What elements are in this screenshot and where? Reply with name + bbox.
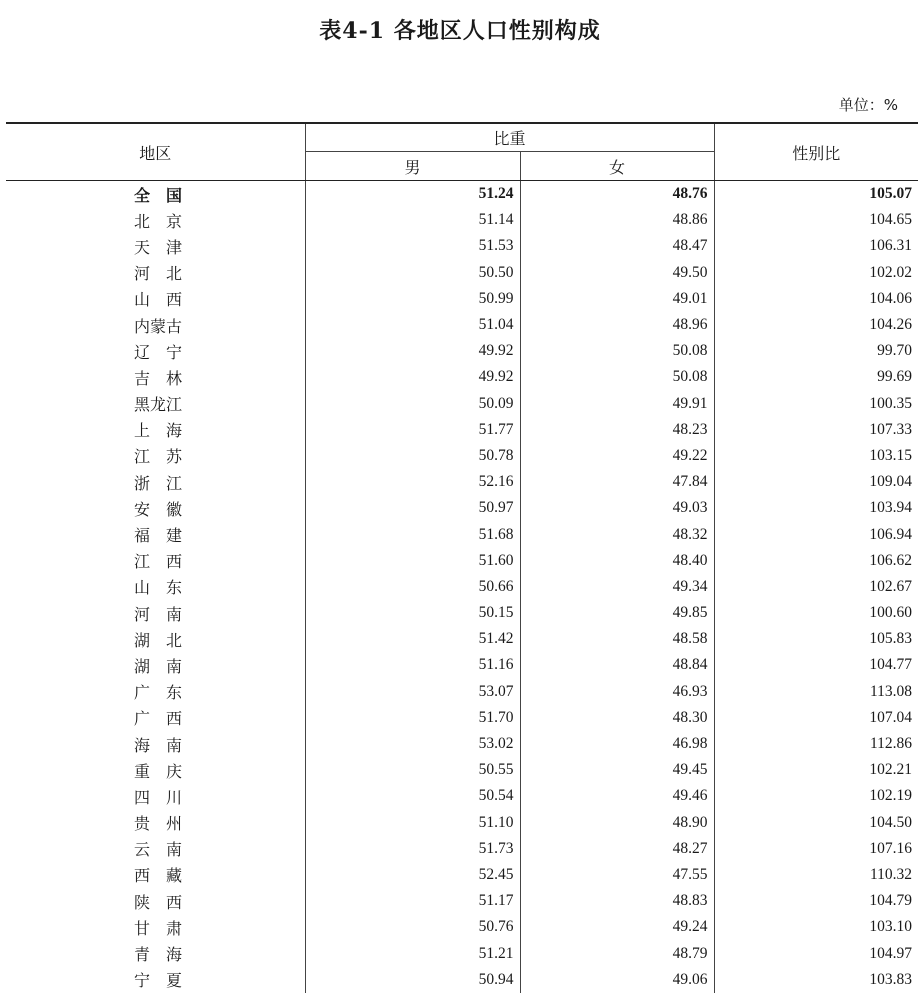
sex-ratio-cell: 102.19 — [869, 787, 913, 805]
region-cell: 重 庆 — [6, 757, 305, 783]
female-cell: 49.24 — [520, 914, 714, 940]
female-cell: 46.93 — [520, 679, 714, 705]
sex-ratio-cell: 104.26 — [869, 316, 913, 334]
male-cell: 51.14 — [305, 207, 520, 233]
region-cell: 山 东 — [6, 574, 305, 600]
male-cell: 50.94 — [305, 967, 520, 993]
female-cell: 48.84 — [520, 652, 714, 678]
table-row — [6, 521, 918, 547]
region-cell: 辽 宁 — [6, 338, 305, 364]
region-cell: 浙 江 — [6, 469, 305, 495]
male-cell: 51.42 — [305, 626, 520, 652]
sex-ratio-cell: 100.60 — [869, 604, 913, 622]
sex-ratio-cell: 103.83 — [869, 970, 913, 988]
region-cell: 海 南 — [6, 731, 305, 757]
sex-ratio-cell: 106.31 — [869, 237, 913, 255]
female-cell: 48.79 — [520, 940, 714, 966]
female-cell: 48.58 — [520, 626, 714, 652]
sex-ratio-cell: 104.77 — [869, 656, 913, 674]
female-cell: 46.98 — [520, 731, 714, 757]
sex-ratio-cell: 102.21 — [869, 761, 913, 779]
region-cell: 北 京 — [6, 207, 305, 233]
female-cell: 49.06 — [520, 967, 714, 993]
region-cell: 福 建 — [6, 521, 305, 547]
table-row — [6, 679, 918, 705]
female-cell: 49.45 — [520, 757, 714, 783]
female-cell: 48.90 — [520, 810, 714, 836]
table-row — [6, 862, 918, 888]
sex-ratio-cell: 102.67 — [869, 577, 913, 595]
region-cell: 内蒙古 — [6, 312, 305, 338]
female-cell: 49.50 — [520, 260, 714, 286]
female-cell: 50.08 — [520, 364, 714, 390]
male-cell: 51.73 — [305, 836, 520, 862]
table-row — [6, 731, 918, 757]
male-cell: 51.77 — [305, 417, 520, 443]
table-row — [6, 338, 918, 364]
sex-ratio-cell: 107.16 — [869, 839, 913, 857]
table-row — [6, 548, 918, 574]
region-cell: 西 藏 — [6, 862, 305, 888]
region-cell: 青 海 — [6, 940, 305, 966]
female-cell: 49.03 — [520, 495, 714, 521]
male-cell: 51.21 — [305, 940, 520, 966]
table-row — [6, 888, 918, 914]
table-row — [6, 233, 918, 259]
table-header — [6, 123, 918, 181]
female-cell: 48.47 — [520, 233, 714, 259]
sex-ratio-cell: 103.10 — [869, 918, 913, 936]
male-cell: 51.68 — [305, 521, 520, 547]
male-cell: 51.53 — [305, 233, 520, 259]
sex-ratio-cell: 104.79 — [869, 892, 913, 910]
region-cell: 贵 州 — [6, 810, 305, 836]
table-row-total — [6, 181, 918, 208]
male-cell: 51.10 — [305, 810, 520, 836]
sex-ratio-cell: 107.04 — [869, 708, 913, 726]
male-cell: 49.92 — [305, 338, 520, 364]
region-cell: 河 南 — [6, 600, 305, 626]
sex-ratio-cell: 104.65 — [869, 211, 913, 229]
male-cell: 51.70 — [305, 705, 520, 731]
region-cell: 甘 肃 — [6, 914, 305, 940]
male-cell: 50.97 — [305, 495, 520, 521]
header-sex-ratio: 性别比 — [714, 123, 918, 181]
sex-ratio-cell: 102.02 — [869, 263, 913, 281]
region-cell: 黑龙江 — [6, 391, 305, 417]
sex-ratio-cell: 112.86 — [869, 735, 913, 753]
table-row — [6, 757, 918, 783]
region-cell: 云 南 — [6, 836, 305, 862]
table-row — [6, 260, 918, 286]
header-proportion: 比重 — [305, 123, 714, 152]
sex-composition-table — [6, 122, 918, 993]
region-cell: 江 西 — [6, 548, 305, 574]
sex-ratio-cell: 99.70 — [877, 342, 913, 360]
female-cell: 48.27 — [520, 836, 714, 862]
region-cell: 山 西 — [6, 286, 305, 312]
region-cell: 陕 西 — [6, 888, 305, 914]
sex-ratio-cell: 113.08 — [869, 682, 913, 700]
female-cell: 48.76 — [520, 181, 714, 208]
female-cell: 47.84 — [520, 469, 714, 495]
table-row — [6, 443, 918, 469]
male-cell: 50.15 — [305, 600, 520, 626]
sex-ratio-cell: 103.15 — [869, 446, 913, 464]
region-cell: 广 西 — [6, 705, 305, 731]
table-row — [6, 940, 918, 966]
region-cell: 河 北 — [6, 260, 305, 286]
table-row — [6, 914, 918, 940]
table-title: 表4-1 各地区人口性别构成 — [319, 18, 601, 44]
male-cell: 50.50 — [305, 260, 520, 286]
table-row — [6, 705, 918, 731]
sex-ratio-cell: 104.50 — [869, 813, 913, 831]
region-cell: 吉 林 — [6, 364, 305, 390]
female-cell: 50.08 — [520, 338, 714, 364]
female-cell: 49.46 — [520, 783, 714, 809]
table-row — [6, 495, 918, 521]
male-cell: 50.76 — [305, 914, 520, 940]
unit-label: 单位：% — [838, 96, 898, 114]
female-cell: 48.40 — [520, 548, 714, 574]
sex-ratio-cell: 109.04 — [869, 473, 913, 491]
male-cell: 50.78 — [305, 443, 520, 469]
male-cell: 50.55 — [305, 757, 520, 783]
sex-ratio-cell: 99.69 — [877, 368, 913, 386]
male-cell: 51.60 — [305, 548, 520, 574]
region-cell: 湖 北 — [6, 626, 305, 652]
region-cell: 宁 夏 — [6, 967, 305, 993]
table-body — [6, 181, 918, 993]
sex-ratio-cell: 105.83 — [869, 630, 913, 648]
male-cell: 52.16 — [305, 469, 520, 495]
table-row — [6, 207, 918, 233]
female-cell: 48.23 — [520, 417, 714, 443]
table-row — [6, 469, 918, 495]
sex-ratio-cell: 106.62 — [869, 551, 913, 569]
female-cell: 49.01 — [520, 286, 714, 312]
header-female: 女 — [520, 152, 714, 181]
female-cell: 48.83 — [520, 888, 714, 914]
region-cell: 安 徽 — [6, 495, 305, 521]
region-cell: 广 东 — [6, 679, 305, 705]
header-male: 男 — [305, 152, 520, 181]
male-cell: 51.16 — [305, 652, 520, 678]
sex-ratio-cell: 107.33 — [869, 420, 913, 438]
region-cell: 天 津 — [6, 233, 305, 259]
table-row — [6, 783, 918, 809]
male-cell: 50.09 — [305, 391, 520, 417]
sex-ratio-cell: 106.94 — [869, 525, 913, 543]
table-row — [6, 810, 918, 836]
female-cell: 49.91 — [520, 391, 714, 417]
header-region: 地区 — [6, 123, 305, 181]
male-cell: 53.02 — [305, 731, 520, 757]
female-cell: 48.96 — [520, 312, 714, 338]
male-cell: 49.92 — [305, 364, 520, 390]
table-row — [6, 652, 918, 678]
sex-ratio-cell: 104.97 — [869, 944, 913, 962]
region-cell: 全 国 — [6, 181, 305, 208]
sex-ratio-cell: 103.94 — [869, 499, 913, 517]
female-cell: 49.85 — [520, 600, 714, 626]
table-row — [6, 967, 918, 993]
male-cell: 50.99 — [305, 286, 520, 312]
female-cell: 48.32 — [520, 521, 714, 547]
male-cell: 51.04 — [305, 312, 520, 338]
male-cell: 53.07 — [305, 679, 520, 705]
male-cell: 51.24 — [305, 181, 520, 208]
male-cell: 52.45 — [305, 862, 520, 888]
male-cell: 50.54 — [305, 783, 520, 809]
table-row — [6, 836, 918, 862]
table-row — [6, 417, 918, 443]
region-cell: 四 川 — [6, 783, 305, 809]
sex-ratio-cell: 104.06 — [869, 289, 913, 307]
table-row — [6, 391, 918, 417]
sex-ratio-cell: 110.32 — [869, 865, 913, 883]
region-cell: 江 苏 — [6, 443, 305, 469]
region-cell: 上 海 — [6, 417, 305, 443]
sex-ratio-cell: 100.35 — [869, 394, 913, 412]
region-cell: 湖 南 — [6, 652, 305, 678]
table-row — [6, 574, 918, 600]
male-cell: 50.66 — [305, 574, 520, 600]
table-row — [6, 364, 918, 390]
table-row — [6, 626, 918, 652]
table-row — [6, 600, 918, 626]
female-cell: 47.55 — [520, 862, 714, 888]
female-cell: 48.86 — [520, 207, 714, 233]
sex-ratio-cell: 105.07 — [869, 185, 913, 203]
table-row — [6, 286, 918, 312]
female-cell: 49.22 — [520, 443, 714, 469]
female-cell: 49.34 — [520, 574, 714, 600]
table-row — [6, 312, 918, 338]
female-cell: 48.30 — [520, 705, 714, 731]
male-cell: 51.17 — [305, 888, 520, 914]
